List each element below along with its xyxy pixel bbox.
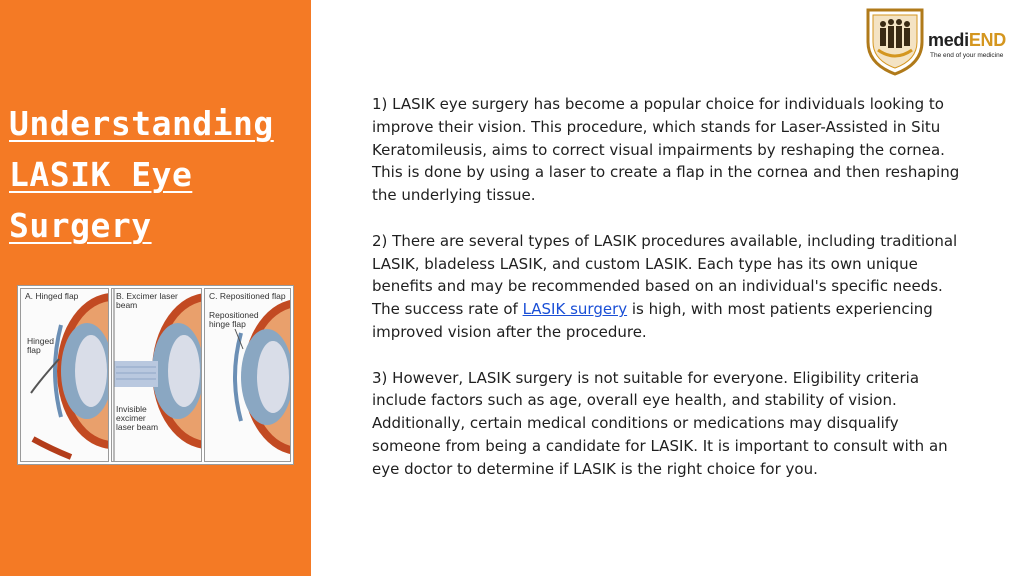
brand-name xyxy=(928,30,1006,51)
paragraph-2-text-end: is high, with most patients experiencing improved vision after the procedure. xyxy=(372,300,933,341)
shield-people-icon xyxy=(864,6,926,76)
page-title xyxy=(9,98,309,251)
diagram-panel-hinged-flap xyxy=(20,288,109,462)
panel-b-heading: B. Excimer laser beam xyxy=(116,291,178,310)
title-line-2: LASIK Eye xyxy=(9,155,193,194)
panel-b-label: Invisible excimer laser beam xyxy=(116,404,159,432)
sidebar-panel xyxy=(0,0,311,576)
brand-tagline: The end of your medicine xyxy=(930,52,1004,59)
diagram-panel-repositioned-flap xyxy=(204,288,291,462)
lasik-surgery-link[interactable]: LASIK surgery xyxy=(522,300,628,319)
paragraph-1: 1) LASIK eye surgery has become a popular choice for individuals looking to improve their vision. This procedure, which stands for Laser-Assisted in Situ Keratomileusis, aims to correct visual impairments by reshaping the cornea. This is done by using a laser to create a flap in the cornea and then reshaping the underlying tissue. xyxy=(372,95,960,205)
article-body xyxy=(372,93,972,503)
title-line-3: Surgery xyxy=(9,206,152,245)
mediend-logo[interactable] xyxy=(864,6,1019,78)
diagram-panel-excimer-laser xyxy=(111,288,202,462)
brand-suffix: END xyxy=(968,30,1006,50)
brand-prefix: medi xyxy=(928,30,969,50)
paragraph-2-text-start: 2) There are several types of LASIK procedures available, including traditional LASIK, bladeless LASIK, and custom LASIK. Each type has its own unique benefits and may be recommended based on an individual's specific needs. The success rate of xyxy=(372,231,958,319)
paragraph-3: 3) However, LASIK surgery is not suitable for everyone. Eligibility criteria include factors such as age, overall eye health, and stability of vision. Additionally, certain medical conditions or medications may disqualify someone from being a candidate for LASIK. It is important to consult with an eye doctor to determine if LASIK is the right choice for you. xyxy=(372,368,948,478)
title-line-1: Understanding xyxy=(9,104,274,143)
panel-c-label: Repositioned hinge flap xyxy=(209,310,259,329)
lasik-diagram xyxy=(17,285,294,465)
panel-a-label: Hinged flap xyxy=(27,336,54,355)
paragraph-2 xyxy=(372,230,972,344)
panel-c-heading: C. Repositioned flap xyxy=(209,291,286,301)
panel-a-heading: A. Hinged flap xyxy=(25,291,79,301)
